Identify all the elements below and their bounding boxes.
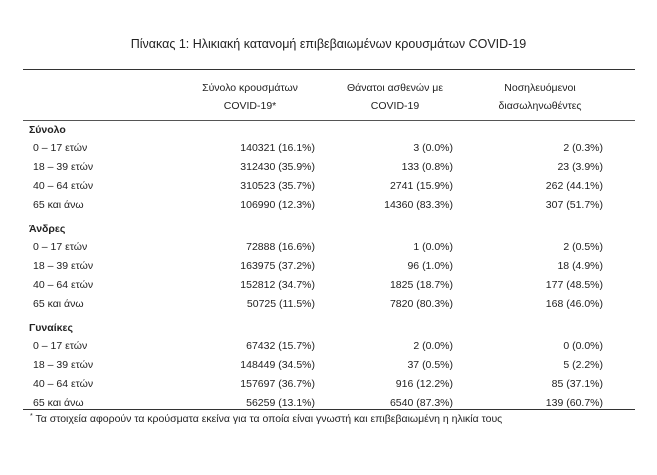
header-deaths-line1: Θάνατοι ασθενών με [346,82,444,94]
age-cell: 65 και άνω [33,298,84,310]
table-row [23,276,635,295]
header-intubated [465,79,615,115]
header-total-cases-line1: Σύνολο κρουσμάτων [202,82,298,94]
age-cell: 0 – 17 ετών [33,142,88,154]
deaths-cell: 7820 (80.3%) [389,298,453,310]
intubated-cell: 18 (4.9%) [557,260,603,272]
intubated-cell: 307 (51.7%) [545,199,603,211]
footnote [30,413,502,425]
header-deaths-line2: COVID-19 [370,100,420,112]
cases-cell: 56259 (13.1%) [246,397,315,409]
intubated-cell: 139 (60.7%) [545,397,603,409]
intubated-cell: 177 (48.5%) [545,279,603,291]
cases-cell: 67432 (15.7%) [246,340,315,352]
intubated-cell: 23 (3.9%) [557,161,603,173]
cases-cell: 140321 (16.1%) [240,142,315,154]
deaths-cell: 37 (0.5%) [407,359,453,371]
age-cell: 65 και άνω [33,397,84,409]
header-total-cases-line2: COVID-19* [223,100,277,112]
deaths-cell: 133 (0.8%) [401,161,453,173]
age-cell: 40 – 64 ετών [33,279,94,291]
header-intubated-line2: διασωληνωθέντες [498,100,582,112]
intubated-cell: 168 (46.0%) [545,298,603,310]
age-cell: 40 – 64 ετών [33,180,94,192]
group-label-women: Γυναίκες [29,322,73,334]
footnote-text: Τα στοιχεία αφορούν τα κρούσματα εκείνα για τα οποία είναι γνωστή και επιβεβαιωμένη η ηλικία τους [35,413,503,425]
age-cell: 0 – 17 ετών [33,340,88,352]
table-bottom-rule [23,409,635,410]
cases-cell: 152812 (34.7%) [240,279,315,291]
table-row [23,196,635,215]
table-row [23,158,635,177]
table-top-rule [23,69,635,70]
deaths-cell: 2 (0.0%) [413,340,453,352]
cases-cell: 310523 (35.7%) [240,180,315,192]
table-body [23,121,635,413]
cases-cell: 148449 (34.5%) [240,359,315,371]
header-total-cases [175,79,325,115]
age-cell: 0 – 17 ετών [33,241,88,253]
intubated-cell: 85 (37.1%) [551,378,603,390]
age-cell: 40 – 64 ετών [33,378,94,390]
table-row [23,337,635,356]
cases-cell: 106990 (12.3%) [240,199,315,211]
deaths-cell: 14360 (83.3%) [384,199,453,211]
table-row [23,356,635,375]
intubated-cell: 2 (0.3%) [563,142,603,154]
intubated-cell: 262 (44.1%) [545,180,603,192]
table-row [23,139,635,158]
header-deaths [330,79,460,115]
intubated-cell: 2 (0.5%) [563,241,603,253]
deaths-cell: 916 (12.2%) [395,378,453,390]
age-cell: 65 και άνω [33,199,84,211]
intubated-cell: 5 (2.2%) [563,359,603,371]
table-title: Πίνακας 1: Ηλικιακή κατανομή επιβεβαιωμένων κρουσμάτων COVID-19 [130,37,527,51]
cases-cell: 72888 (16.6%) [246,241,315,253]
table-row [23,375,635,394]
group-label-total: Σύνολο [29,124,66,136]
cases-cell: 157697 (36.7%) [240,378,315,390]
footnote-marker: * [30,413,33,420]
intubated-cell: 0 (0.0%) [563,340,603,352]
group-spacer [23,314,635,319]
cases-cell: 50725 (11.5%) [246,298,315,310]
group-spacer [23,215,635,220]
deaths-cell: 1825 (18.7%) [389,279,453,291]
age-cell: 18 – 39 ετών [33,359,94,371]
deaths-cell: 3 (0.0%) [413,142,453,154]
deaths-cell: 2741 (15.9%) [389,180,453,192]
cases-cell: 163975 (37.2%) [240,260,315,272]
group-label-men: Άνδρες [29,223,66,235]
deaths-cell: 1 (0.0%) [413,241,453,253]
table-row [23,295,635,314]
table-row [23,257,635,276]
header-intubated-line1: Νοσηλευόμενοι [504,82,576,94]
deaths-cell: 6540 (87.3%) [389,397,453,409]
age-cell: 18 – 39 ετών [33,260,94,272]
cases-cell: 312430 (35.9%) [240,161,315,173]
table-row [23,238,635,257]
table-row [23,177,635,196]
age-cell: 18 – 39 ετών [33,161,94,173]
table-row [23,394,635,413]
deaths-cell: 96 (1.0%) [407,260,453,272]
